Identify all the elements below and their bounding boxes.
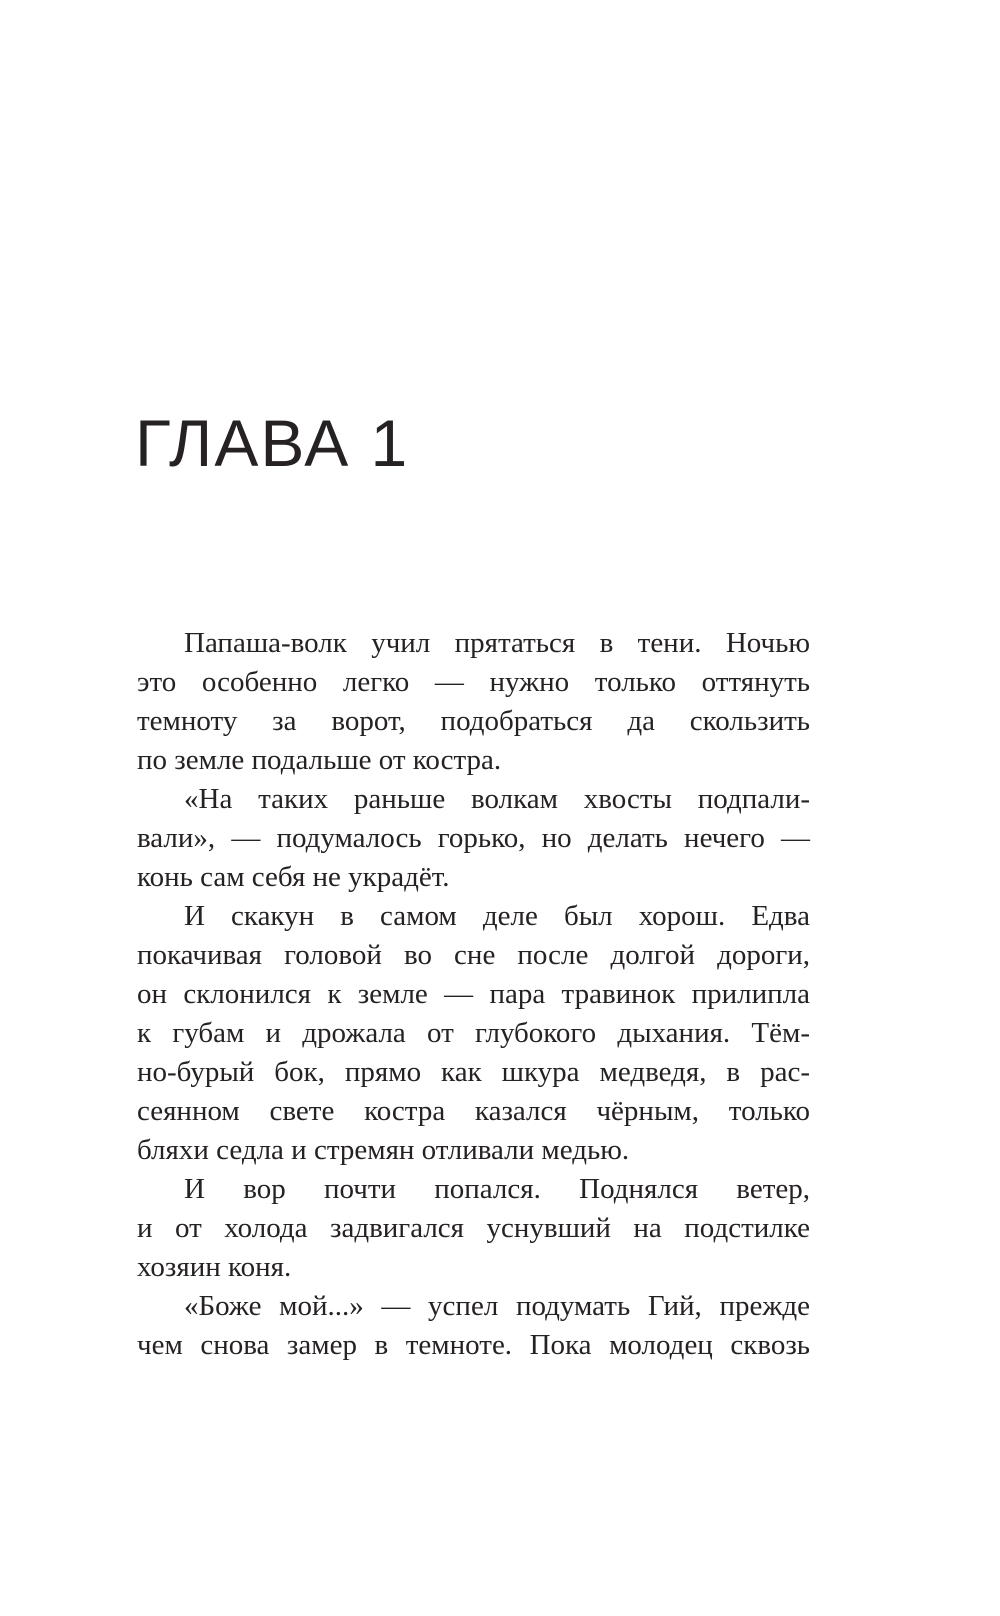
text-line: вали», — подумалось горько, но делать нечего — [137, 822, 810, 854]
paragraph [137, 897, 810, 1170]
text-line: И скакун в самом деле был хорош. Едва [184, 900, 810, 932]
text-line: и от холода задвигался уснувший на подстилке [137, 1212, 810, 1244]
text-line: по земле подальше от костра. [137, 744, 502, 776]
text-line: покачивая головой во сне после долгой дороги, [137, 939, 810, 971]
text-line: темноту за ворот, подобраться да скользить [137, 705, 810, 737]
text-line: сеянном свете костра казался чёрным, только [137, 1095, 810, 1127]
text-line: И вор почти попался. Поднялся ветер, [184, 1173, 810, 1205]
text-line: к губам и дрожала от глубокого дыхания. Тём- [137, 1017, 810, 1049]
paragraph [137, 1287, 810, 1365]
text-line: «Боже мой...» — успел подумать Гий, прежде [184, 1290, 810, 1322]
text-line: чем снова замер в темноте. Пока молодец сквозь [137, 1329, 810, 1361]
page-text [137, 624, 810, 1365]
paragraph [137, 624, 810, 780]
paragraph [137, 780, 810, 897]
text-line: конь сам себя не украдёт. [137, 861, 450, 893]
text-line: «На таких раньше волкам хвосты подпали- [184, 783, 810, 815]
text-line: бляхи седла и стремян отливали медью. [137, 1134, 630, 1166]
text-line: хозяин коня. [137, 1251, 292, 1283]
text-line: это особенно легко — нужно только оттянуть [137, 666, 810, 698]
chapter-heading: ГЛАВА 1 [135, 406, 410, 480]
paragraph [137, 1170, 810, 1287]
text-line: он склонился к земле — пара травинок прилипла [137, 978, 810, 1010]
text-line: но-бурый бок, прямо как шкура медведя, в рас- [137, 1056, 810, 1088]
text-line: Папаша-волк учил прятаться в тени. Ночью [184, 627, 810, 659]
